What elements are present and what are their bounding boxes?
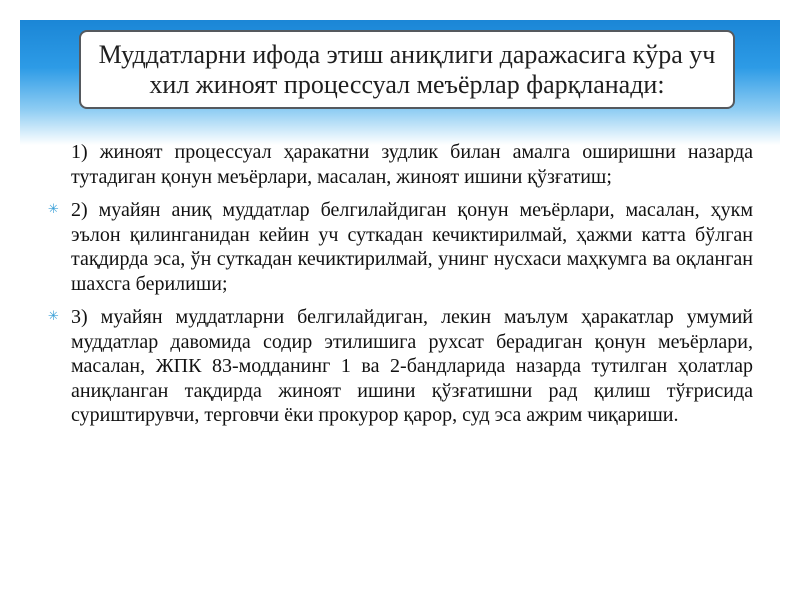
slide-body [48,140,753,437]
list-item-2 [48,198,753,296]
bullet-icon: ✳ [48,309,59,324]
list-item-text: 1) жиноят процессуал ҳаракатни зудлик билан амалга оширишни назарда тутадиган қонун меъёрлари, масалан, жиноят ишини қўзғатиш; [71,141,753,188]
list-item-text: 2) муайян аниқ муддатлар белгилайдиган қонун меъёрлари, масалан, ҳукм эълон қилинганидан кейин уч суткадан кечиктирилмай, ҳажми катта бўлган тақдирда эса, ўн суткадан кечиктирилмай, унинг нусхаси маҳкумга ва оқланган шахсга берилиши; [71,199,753,295]
list-item-1 [48,140,753,189]
list-item-text: 3) муайян муддатларни белгилайдиган, лекин маълум ҳаракатлар умумий муддатлар давомида содир этилишига рухсат берадиган қонун меъёрлари, масалан, ЖПК 83-модданинг 1 ва 2-бандларида назарда тутилган ҳолатлар аниқланган тақдирда жиноят ишини қўзғатишни рад қилиш тўғрисида суриштирувчи, терговчи ёки прокурор қарор, суд эса ажрим чиқариши. [71,306,753,426]
title-box [79,30,735,109]
slide-title: Муддатларни ифода этиш аниқлиги даражасига кўра уч хил жиноят процессуал меъёрлар фарқланади: [98,39,716,99]
bullet-icon: ✳ [48,202,59,217]
list-item-3 [48,305,753,428]
